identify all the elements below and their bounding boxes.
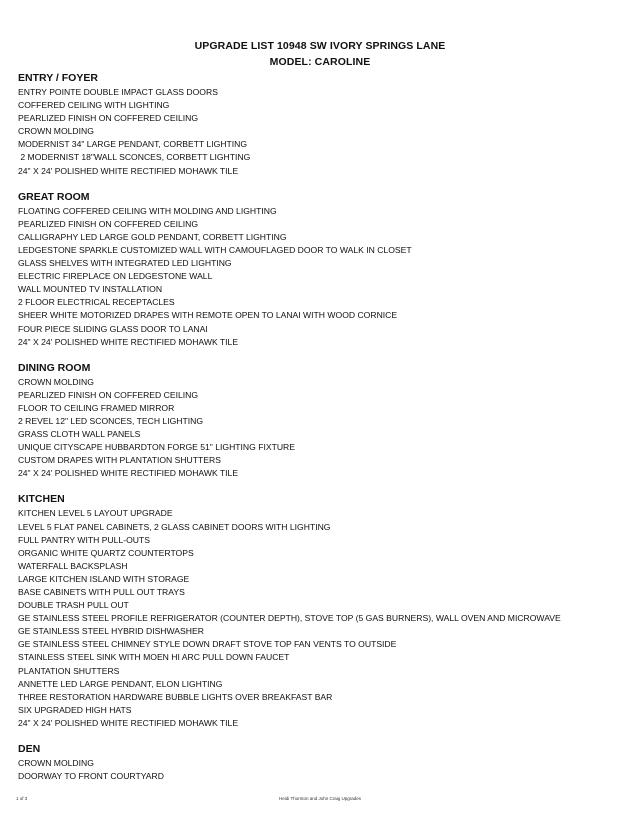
list-item: CROWN MOLDING bbox=[18, 126, 94, 137]
list-item: ENTRY POINTE DOUBLE IMPACT GLASS DOORS bbox=[18, 87, 218, 97]
list-item: GE STAINLESS STEEL CHIMNEY STYLE DOWN DRAFT STOVE TOP FAN VENTS TO OUTSIDE bbox=[18, 639, 397, 650]
list-item: FLOOR TO CEILING FRAMED MIRROR bbox=[18, 402, 175, 413]
section-heading: DEN bbox=[18, 743, 41, 756]
section-entry-foyer bbox=[18, 71, 628, 178]
list-item: COFFERED CEILING WITH LIGHTING bbox=[18, 100, 170, 111]
list-item: 24" X 24' POLISHED WHITE RECTIFIED MOHAWK TILE bbox=[18, 468, 239, 479]
list-item: GRASS CLOTH WALL PANELS bbox=[18, 429, 141, 440]
footer-text: Heidi Thornton and John Craig Upgrades bbox=[279, 796, 361, 801]
list-item: PEARLIZED FINISH ON COFFERED CEILING bbox=[18, 389, 199, 400]
sections-container bbox=[18, 71, 628, 795]
list-item: 24" X 24' POLISHED WHITE RECTIFIED MOHAWK TILE bbox=[18, 336, 239, 347]
section-dining-room bbox=[18, 361, 628, 481]
list-item: UNIQUE CITYSCAPE HUBBARDTON FORGE 51" LIGHTING FIXTURE bbox=[18, 442, 295, 453]
list-item: FOUR PIECE SLIDING GLASS DOOR TO LANAI bbox=[18, 323, 208, 334]
section-kitchen bbox=[18, 492, 628, 730]
list-item: DOUBLE TRASH PULL OUT bbox=[18, 600, 129, 611]
list-item: 2 REVEL 12" LED SCONCES, TECH LIGHTING bbox=[18, 415, 204, 426]
list-item: ORGANIC WHITE QUARTZ COUNTERTOPS bbox=[18, 547, 194, 558]
list-item: WALL MOUNTED TV INSTALLATION bbox=[18, 284, 163, 295]
list-item: BASE CABINETS WITH PULL OUT TRAYS bbox=[18, 587, 185, 597]
list-item: PEARLIZED FINISH ON COFFERED CEILING bbox=[18, 218, 199, 229]
section-heading: GREAT ROOM bbox=[18, 190, 90, 203]
model-subtitle: MODEL: CAROLINE bbox=[269, 56, 371, 68]
list-item: DOORWAY TO FRONT COURTYARD bbox=[18, 771, 164, 782]
list-item: ANNETTE LED LARGE PENDANT, ELON LIGHTING bbox=[18, 678, 223, 689]
list-item: PLANTATION SHUTTERS bbox=[18, 665, 120, 676]
section-great-room bbox=[18, 190, 628, 349]
page-number: 1 of 3 bbox=[16, 796, 28, 801]
list-item: GLASS SHELVES WITH INTEGRATED LED LIGHTING bbox=[18, 258, 232, 269]
list-item: CUSTOM DRAPES WITH PLANTATION SHUTTERS bbox=[18, 455, 221, 466]
list-item: LARGE KITCHEN ISLAND WITH STORAGE bbox=[18, 573, 190, 584]
list-item: LEVEL 5 FLAT PANEL CABINETS, 2 GLASS CABINET DOORS WITH LIGHTING bbox=[18, 521, 331, 532]
list-item: LEDGESTONE SPARKLE CUSTOMIZED WALL WITH CAMOUFLAGED DOOR TO WALK IN CLOSET bbox=[18, 244, 412, 255]
list-item: CROWN MOLDING bbox=[18, 758, 94, 769]
document-title: UPGRADE LIST 10948 SW IVORY SPRINGS LANE bbox=[194, 40, 446, 52]
section-heading: KITCHEN bbox=[18, 493, 65, 506]
list-item: CALLIGRAPHY LED LARGE GOLD PENDANT, CORBETT LIGHTING bbox=[18, 231, 287, 242]
section-den bbox=[18, 742, 628, 783]
section-heading: ENTRY / FOYER bbox=[18, 72, 98, 84]
list-item: KITCHEN LEVEL 5 LAYOUT UPGRADE bbox=[18, 508, 173, 519]
list-item: GE STAINLESS STEEL PROFILE REFRIGERATOR (COUNTER DEPTH), STOVE TOP (5 GAS BURNERS), WALL OVEN AND MICROWAVE bbox=[18, 613, 561, 624]
list-item: WATERFALL BACKSPLASH bbox=[18, 560, 128, 571]
list-item: ELECTRIC FIREPLACE ON LEDGESTONE WALL bbox=[18, 271, 213, 282]
list-item: 24" X 24' POLISHED WHITE RECTIFIED MOHAWK TILE bbox=[18, 165, 239, 176]
section-heading: DINING ROOM bbox=[18, 361, 91, 374]
list-item: SHEER WHITE MOTORIZED DRAPES WITH REMOTE OPEN TO LANAI WITH WOOD CORNICE bbox=[18, 310, 398, 321]
list-item: STAINLESS STEEL SINK WITH MOEN HI ARC PULL DOWN FAUCET bbox=[18, 652, 290, 663]
list-item: CROWN MOLDING bbox=[18, 376, 94, 387]
list-item: SIX UPGRADED HIGH HATS bbox=[18, 704, 132, 715]
list-item: 24" X 24' POLISHED WHITE RECTIFIED MOHAWK TILE bbox=[18, 717, 239, 728]
list-item: FULL PANTRY WITH PULL-OUTS bbox=[18, 534, 150, 545]
list-item: FLOATING COFFERED CEILING WITH MOLDING AND LIGHTING bbox=[18, 205, 277, 216]
list-item: 2 MODERNIST 18"WALL SCONCES, CORBETT LIGHTING bbox=[18, 152, 251, 163]
list-item: THREE RESTORATION HARDWARE BUBBLE LIGHTS OVER BREAKFAST BAR bbox=[18, 691, 333, 702]
list-item: 2 FLOOR ELECTRICAL RECEPTACLES bbox=[18, 297, 175, 308]
list-item: PEARLIZED FINISH ON COFFERED CEILING bbox=[18, 113, 199, 124]
list-item: MODERNIST 34" LARGE PENDANT, CORBETT LIGHTING bbox=[18, 139, 248, 150]
list-item: GE STAINLESS STEEL HYBRID DISHWASHER bbox=[18, 626, 204, 637]
